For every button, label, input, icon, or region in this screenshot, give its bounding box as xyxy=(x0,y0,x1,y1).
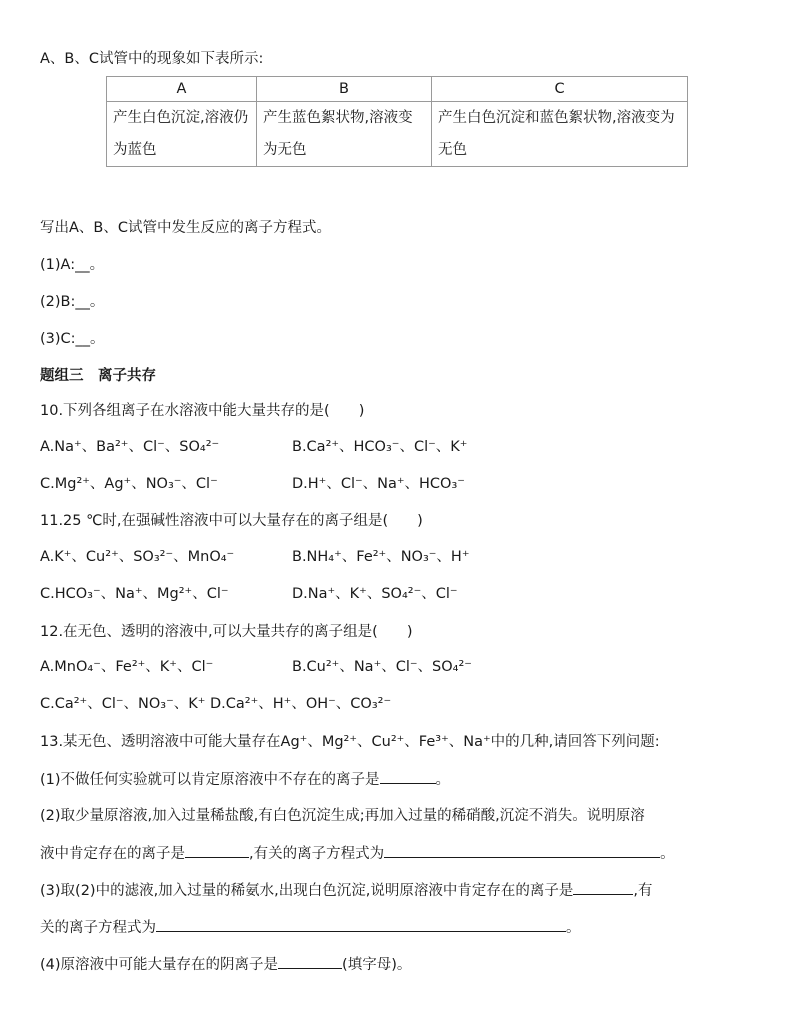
q11-option-d: D.Na⁺、K⁺、SO₄²⁻、Cl⁻ xyxy=(292,586,458,602)
q13-part3-line1 xyxy=(40,879,653,902)
q13-part4 xyxy=(40,953,411,976)
q10-option-a: A.Na⁺、Ba²⁺、Cl⁻、SO₄²⁻ xyxy=(40,439,220,455)
q13-part3-end: 。 xyxy=(566,920,581,936)
q11-option-c: C.HCO₃⁻、Na⁺、Mg²⁺、Cl⁻ xyxy=(40,586,229,602)
q10-row-cd xyxy=(40,473,740,495)
table-body-row xyxy=(107,102,688,167)
q13-part2-blank-ion[interactable] xyxy=(185,842,249,858)
q13-part1-blank[interactable] xyxy=(380,768,436,784)
q13-part2-mid: ,有关的离子方程式为 xyxy=(249,846,385,862)
q13-part4-text: (4)原溶液中可能大量存在的阴离子是 xyxy=(40,957,279,973)
section-title: 题组三 离子共存 xyxy=(40,368,156,384)
header-c: C xyxy=(432,77,688,102)
q10-stem: 10.下列各组离子在水溶液中能大量共存的是( ) xyxy=(40,403,365,419)
q12-row-ab xyxy=(40,656,740,678)
q9-answer-b: (2)B:__。 xyxy=(40,294,105,310)
header-a: A xyxy=(107,77,257,102)
q13-part3-blank-equation[interactable] xyxy=(156,916,566,932)
cell-c: 产生白色沉淀和蓝色絮状物,溶液变为无色 xyxy=(432,102,688,167)
q10-row-ab xyxy=(40,436,740,458)
q9-answer-a: (1)A:__。 xyxy=(40,257,105,273)
header-b: B xyxy=(257,77,432,102)
q13-part2-end: 。 xyxy=(660,846,675,862)
q11-stem: 11.25 ℃时,在强碱性溶液中可以大量存在的离子组是( ) xyxy=(40,513,423,529)
q13-part2-line2 xyxy=(40,842,675,865)
q10-option-c: C.Mg²⁺、Ag⁺、NO₃⁻、Cl⁻ xyxy=(40,476,218,492)
q13-stem: 13.某无色、透明溶液中可能大量存在Ag⁺、Mg²⁺、Cu²⁺、Fe³⁺、Na⁺中的几种,请回答下列问题: xyxy=(40,734,660,750)
q13-part4-blank[interactable] xyxy=(278,953,342,969)
q10-option-b: B.Ca²⁺、HCO₃⁻、Cl⁻、K⁺ xyxy=(292,439,468,455)
q11-option-b: B.NH₄⁺、Fe²⁺、NO₃⁻、H⁺ xyxy=(292,549,470,565)
q13-part3-text2: 关的离子方程式为 xyxy=(40,920,156,936)
cell-a: 产生白色沉淀,溶液仍为蓝色 xyxy=(107,102,257,167)
q12-option-cd: C.Ca²⁺、Cl⁻、NO₃⁻、K⁺ D.Ca²⁺、H⁺、OH⁻、CO₃²⁻ xyxy=(40,696,392,712)
q13-part3-mid: ,有 xyxy=(633,883,653,899)
q12-option-a: A.MnO₄⁻、Fe²⁺、K⁺、Cl⁻ xyxy=(40,659,214,675)
table-header-row xyxy=(107,77,688,102)
q13-part3-text: (3)取(2)中的滤液,加入过量的稀氨水,出现白色沉淀,说明原溶液中肯定存在的离子是 xyxy=(40,883,574,899)
q13-part4-end: (填字母)。 xyxy=(342,957,412,973)
q12-stem: 12.在无色、透明的溶液中,可以大量共存的离子组是( ) xyxy=(40,624,413,640)
q11-row-ab xyxy=(40,546,740,568)
q9-prompt: 写出A、B、C试管中发生反应的离子方程式。 xyxy=(40,220,331,236)
q13-part2-text: 液中肯定存在的离子是 xyxy=(40,846,185,862)
q11-option-a: A.K⁺、Cu²⁺、SO₃²⁻、MnO₄⁻ xyxy=(40,549,235,565)
q13-part2-blank-equation[interactable] xyxy=(384,842,660,858)
observation-table xyxy=(106,76,688,167)
q13-part1-end: 。 xyxy=(435,772,451,788)
table-intro: A、B、C试管中的现象如下表所示: xyxy=(40,51,264,67)
q12-option-b: B.Cu²⁺、Na⁺、Cl⁻、SO₄²⁻ xyxy=(292,659,472,675)
q13-part1-text: (1)不做任何实验就可以肯定原溶液中不存在的离子是 xyxy=(40,772,380,788)
q11-row-cd xyxy=(40,583,740,605)
q13-part1 xyxy=(40,768,450,791)
q13-part3-line2 xyxy=(40,916,581,939)
q10-option-d: D.H⁺、Cl⁻、Na⁺、HCO₃⁻ xyxy=(292,476,465,492)
q9-answer-c: (3)C:__。 xyxy=(40,331,105,347)
q13-part2-line1: (2)取少量原溶液,加入过量稀盐酸,有白色沉淀生成;再加入过量的稀硝酸,沉淀不消失。说明原溶 xyxy=(40,808,645,824)
cell-b: 产生蓝色絮状物,溶液变为无色 xyxy=(257,102,432,167)
q13-part3-blank-ion[interactable] xyxy=(573,879,633,895)
